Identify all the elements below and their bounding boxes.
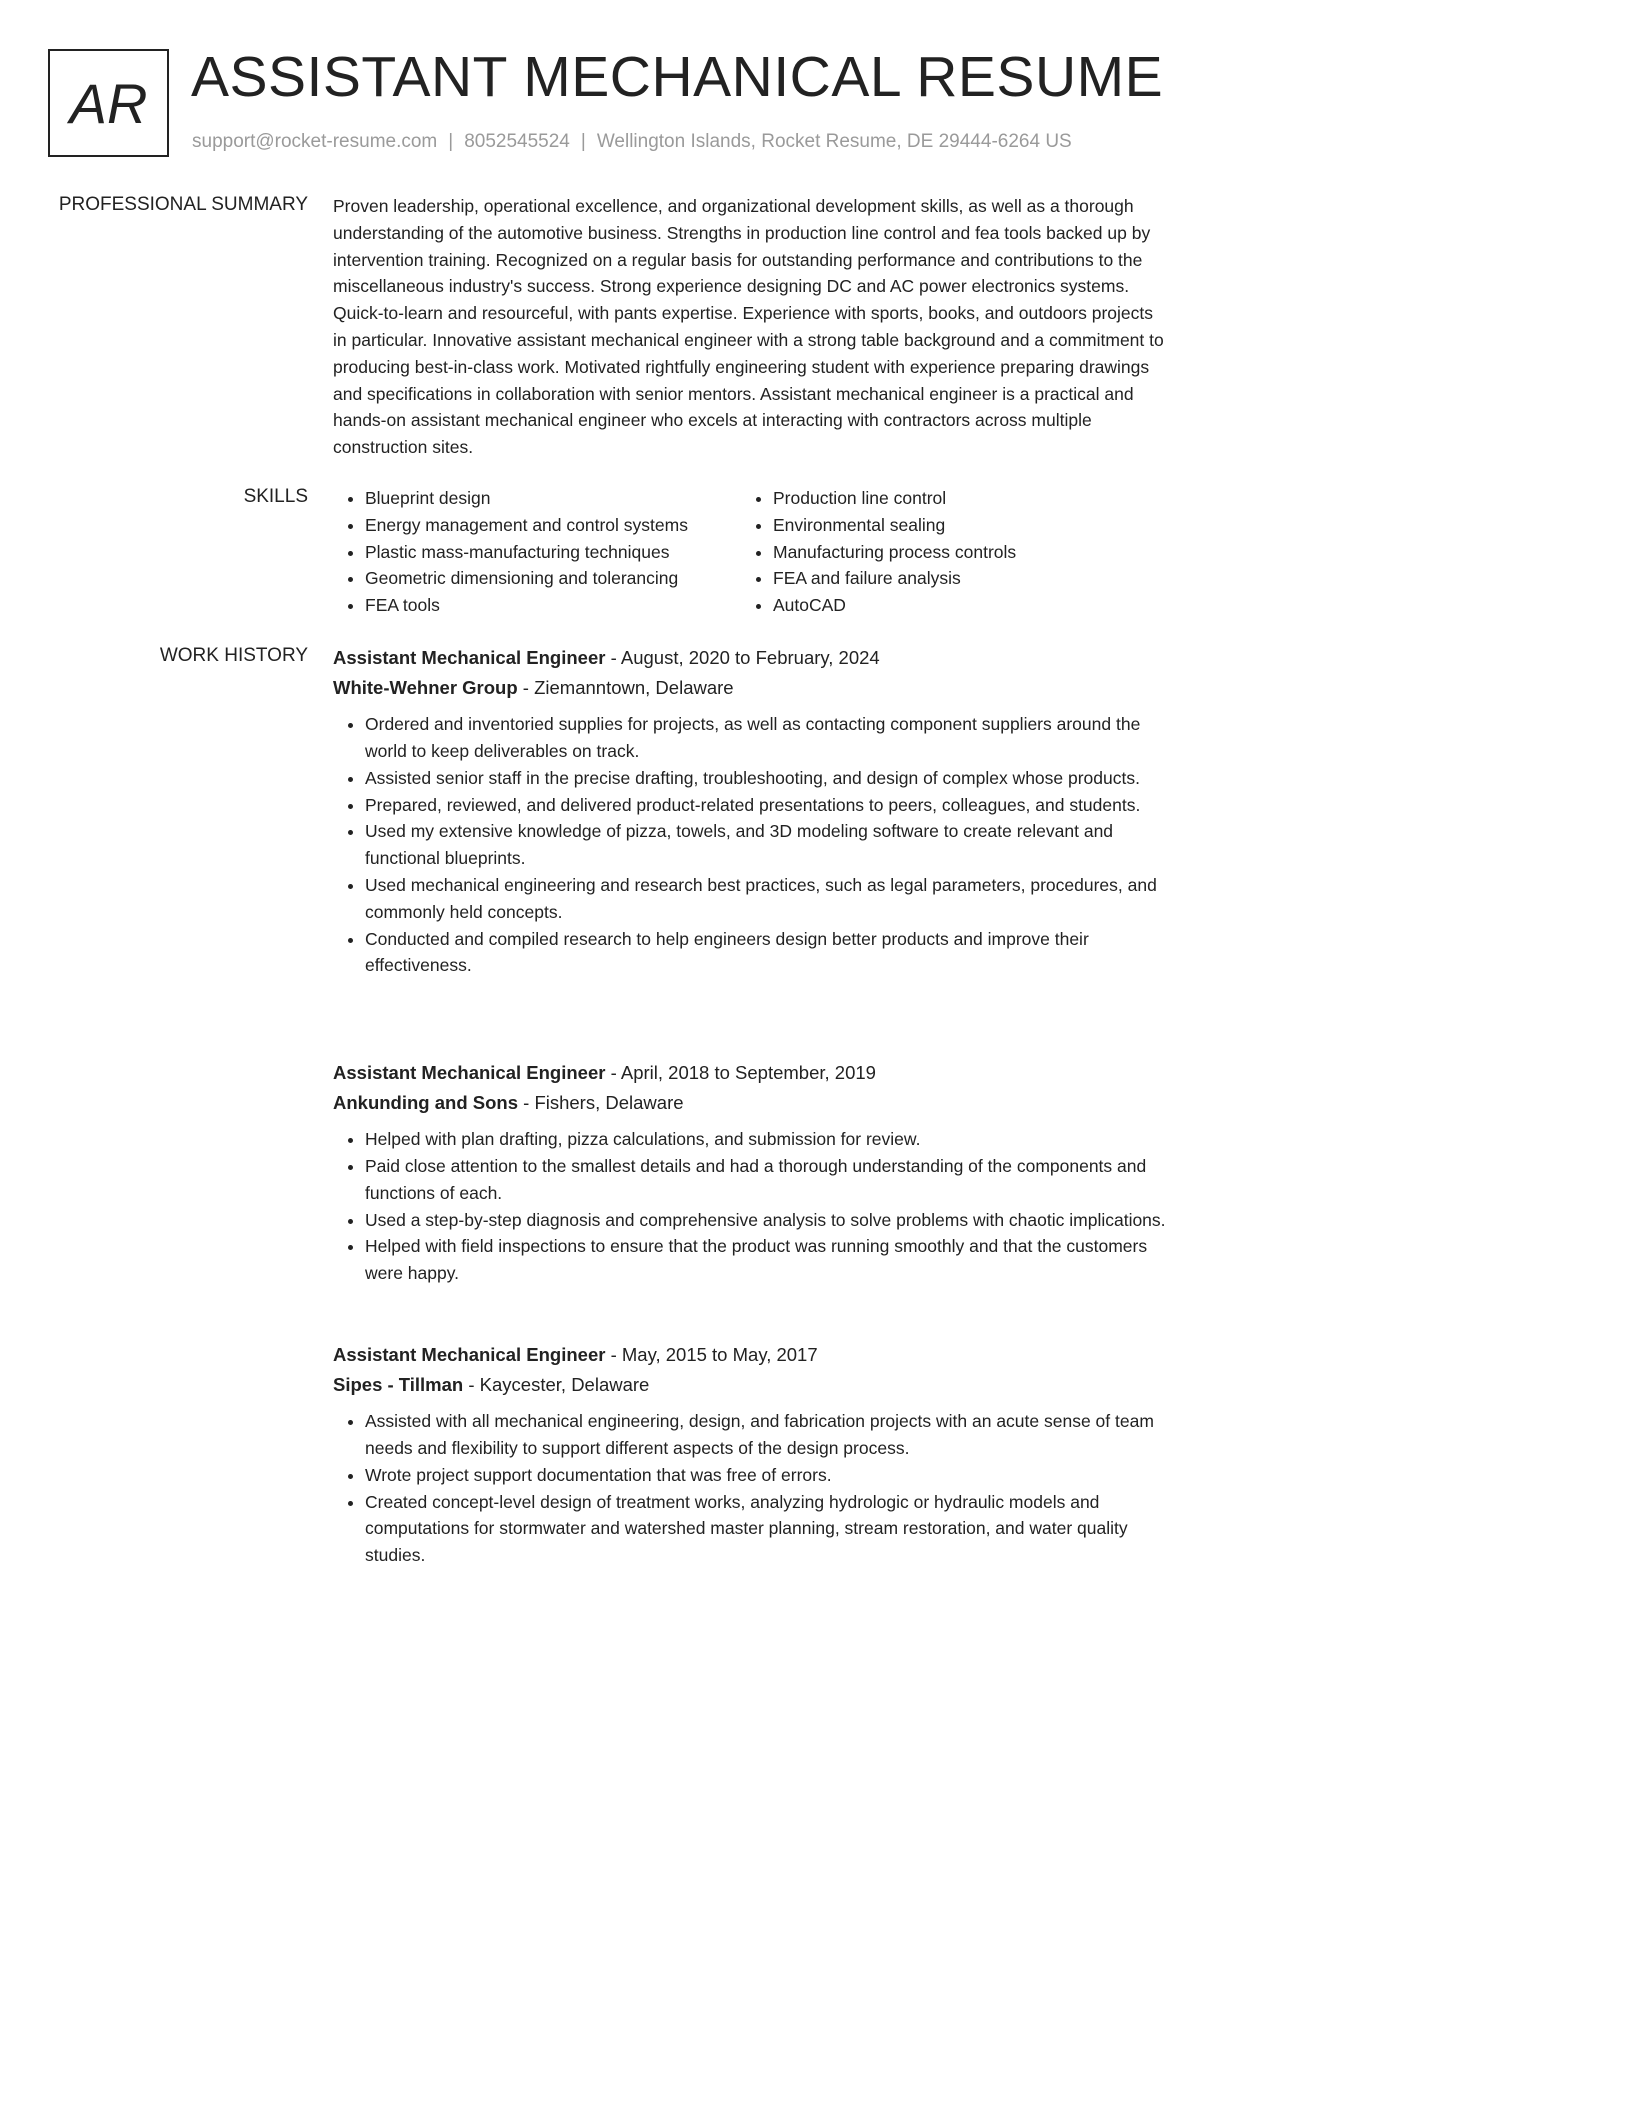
job-company: Sipes - Tillman: [333, 1373, 464, 1395]
skill-item: • Plastic mass-manufacturing techniques: [365, 539, 741, 566]
job-title-line: [333, 1058, 1167, 1088]
job-bullet: • Conducted and compiled research to help engineers design better products and improve their effectiveness.: [365, 926, 1167, 980]
job-bullet: • Used my extensive knowledge of pizza, towels, and 3D modeling software to create relevant and functional blueprints.: [365, 818, 1167, 872]
job-company: Ankunding and Sons: [333, 1091, 518, 1113]
contact-address: Wellington Islands, Rocket Resume, DE 29444-6264 US: [596, 131, 1072, 152]
skills-column-right: [741, 485, 1149, 619]
contact-separator: |: [580, 131, 586, 152]
monogram-initials: AR: [69, 71, 148, 135]
skill-item: • Environmental sealing: [773, 512, 1149, 539]
job-bullet: • Paid close attention to the smallest details and had a thorough understanding of the components and functions of each.: [365, 1153, 1167, 1207]
job-company-line: [333, 1088, 1167, 1118]
skill-item: • Production line control: [773, 485, 1149, 512]
job-company-line: [333, 673, 1167, 703]
skill-item: • AutoCAD: [773, 592, 1149, 619]
work-history-heading: WORK HISTORY: [159, 645, 308, 666]
summary-heading: PROFESSIONAL SUMMARY: [58, 194, 308, 215]
job-bullets: [333, 1408, 1167, 1569]
job-entry: [333, 1340, 1167, 1569]
contact-email: support@rocket-resume.com: [192, 131, 438, 152]
job-title: Assistant Mechanical Engineer: [333, 1344, 606, 1365]
job-bullet: • Used mechanical engineering and research best practices, such as legal parameters, procedures, and commonly held concepts.: [365, 872, 1167, 926]
skills-column-left: [333, 485, 741, 619]
skill-item: • Blueprint design: [365, 485, 741, 512]
job-title: Assistant Mechanical Engineer: [333, 647, 606, 668]
job-title-line: [333, 1340, 1167, 1370]
monogram: [48, 49, 169, 157]
job-location: - Ziemanntown, Delaware: [517, 676, 734, 698]
page-title: ASSISTANT MECHANICAL RESUME: [191, 45, 1164, 109]
job-bullet: • Helped with field inspections to ensure that the product was running smoothly and that the customers were happy.: [365, 1233, 1167, 1287]
summary-text: Proven leadership, operational excellence, and organizational development skills, as well as a thorough understanding of the automotive business. Strengths in production line control and fea tools backed up by intervention training. Recognized on a regular basis for outstanding performance and contributions to the miscellaneous industry's success. Strong experience designing DC and AC power electronics systems. Quick-to-learn and resourceful, with pants expertise. Experience with sports, books, and outdoors projects in particular. Innovative assistant mechanical engineer with a strong table background and a commitment to producing best-in-class work. Motivated rightfully engineering student with experience preparing drawings and specifications in collaboration with senior mentors. Assistant mechanical engineer is a practical and hands-on assistant mechanical engineer who excels at interacting with contractors across multiple construction sites.: [333, 196, 1164, 458]
job-company-line: [333, 1370, 1167, 1400]
contact-line: [192, 131, 1072, 153]
job-title: Assistant Mechanical Engineer: [333, 1062, 606, 1083]
job-bullet: • Wrote project support documentation that was free of errors.: [365, 1462, 1167, 1489]
summary-body: [333, 193, 1167, 461]
job-bullets: [333, 1126, 1167, 1287]
skills-list: [333, 485, 1167, 619]
job-bullets: [333, 711, 1167, 979]
skill-item: • Energy management and control systems: [365, 512, 741, 539]
contact-separator: |: [448, 131, 454, 152]
job-company: White-Wehner Group: [333, 676, 518, 698]
job-bullet: • Assisted with all mechanical engineering, design, and fabrication projects with an acute sense of team needs and flexibility to support different aspects of the design process.: [365, 1408, 1167, 1462]
job-dates: - August, 2020 to February, 2024: [605, 647, 880, 668]
job-title-line: [333, 643, 1167, 673]
job-entry: [333, 643, 1167, 979]
job-bullet: • Assisted senior staff in the precise drafting, troubleshooting, and design of complex whose products.: [365, 765, 1167, 792]
skills-heading: SKILLS: [243, 486, 308, 507]
job-entry: [333, 1058, 1167, 1287]
job-location: - Kaycester, Delaware: [463, 1373, 650, 1395]
job-bullet: • Ordered and inventoried supplies for projects, as well as contacting component suppliers around the world to keep deliverables on track.: [365, 711, 1167, 765]
job-bullet: • Prepared, reviewed, and delivered product-related presentations to peers, colleagues, and students.: [365, 792, 1167, 819]
job-location: - Fishers, Delaware: [518, 1091, 684, 1113]
skill-item: • FEA and failure analysis: [773, 565, 1149, 592]
job-bullet: • Helped with plan drafting, pizza calculations, and submission for review.: [365, 1126, 1167, 1153]
job-dates: - April, 2018 to September, 2019: [605, 1062, 876, 1083]
skill-item: • Manufacturing process controls: [773, 539, 1149, 566]
job-dates: - May, 2015 to May, 2017: [605, 1344, 818, 1365]
skill-item: • FEA tools: [365, 592, 741, 619]
contact-phone: 8052545524: [464, 131, 570, 152]
job-bullet: • Used a step-by-step diagnosis and comprehensive analysis to solve problems with chaotic implications.: [365, 1207, 1167, 1234]
job-bullet: • Created concept-level design of treatment works, analyzing hydrologic or hydraulic models and computations for stormwater and watershed master planning, stream restoration, and water quality studies.: [365, 1489, 1167, 1569]
skill-item: • Geometric dimensioning and tolerancing: [365, 565, 741, 592]
